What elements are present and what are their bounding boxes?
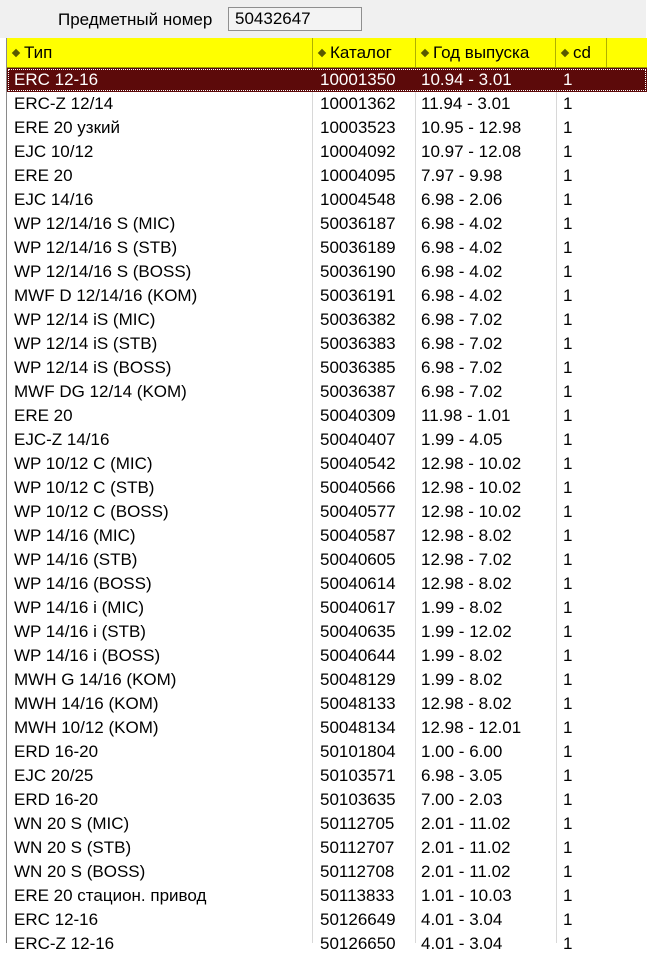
sort-marker-icon: [318, 48, 326, 56]
cell-cd: 1: [563, 934, 573, 953]
cell-catalog: 50040407: [320, 430, 396, 449]
column-header-label: Год выпуска: [433, 43, 530, 62]
cell-catalog: 50112708: [320, 862, 395, 881]
table-row[interactable]: [7, 788, 647, 812]
table-row[interactable]: [7, 212, 647, 236]
cell-catalog: 10003523: [320, 118, 396, 137]
cell-year: 6.98 - 2.06: [421, 190, 503, 209]
table-row[interactable]: [7, 188, 647, 212]
cell-catalog: 10004095: [320, 166, 396, 185]
cell-type: WP 12/14 iS (BOSS): [14, 358, 172, 377]
cell-year: 1.99 - 8.02: [421, 598, 503, 617]
table-row[interactable]: [7, 860, 647, 884]
cell-cd: 1: [563, 574, 573, 593]
cell-type: WP 14/16 (BOSS): [14, 574, 152, 593]
cell-type: EJC 20/25: [14, 766, 94, 785]
cell-year: 12.98 - 10.02: [421, 454, 522, 473]
cell-year: 1.99 - 4.05: [421, 430, 503, 449]
cell-catalog: 50040635: [320, 622, 396, 641]
sort-marker-icon: [421, 48, 429, 56]
table-body: [7, 68, 647, 956]
cell-cd: 1: [563, 406, 573, 425]
table-row[interactable]: [7, 260, 647, 284]
table-header: [7, 38, 647, 68]
cell-cd: 1: [563, 742, 573, 761]
table-row[interactable]: [7, 236, 647, 260]
cell-year: 6.98 - 3.05: [421, 766, 503, 785]
sort-marker-icon: [561, 48, 569, 56]
cell-cd: 1: [563, 598, 573, 617]
cell-cd: 1: [563, 622, 573, 641]
cell-type: MWH G 14/16 (KOM): [14, 670, 177, 689]
cell-cd: 1: [563, 502, 573, 521]
cell-year: 4.01 - 3.04: [421, 934, 503, 953]
cell-catalog: 50036382: [320, 310, 396, 329]
table-row[interactable]: [7, 356, 647, 380]
cell-catalog: 50048133: [320, 694, 396, 713]
cell-year: 6.98 - 4.02: [421, 286, 503, 305]
cell-catalog: 50112707: [320, 838, 395, 857]
table-row[interactable]: [7, 692, 647, 716]
cell-cd: 1: [563, 70, 573, 89]
cell-year: 11.98 - 1.01: [421, 406, 511, 425]
cell-type: EJC-Z 14/16: [14, 430, 110, 449]
cell-type: WN 20 S (STB): [14, 838, 132, 857]
cell-catalog: 10001362: [320, 94, 396, 113]
cell-type: WP 14/16 i (STB): [14, 622, 146, 641]
cell-cd: 1: [563, 886, 573, 905]
table-row[interactable]: [7, 668, 647, 692]
sort-marker-icon: [12, 48, 20, 56]
table-row[interactable]: [7, 428, 647, 452]
cell-cd: 1: [563, 238, 573, 257]
table-row[interactable]: [7, 116, 647, 140]
cell-catalog: 50126650: [320, 934, 396, 953]
cell-year: 6.98 - 4.02: [421, 214, 503, 233]
cell-catalog: 50103635: [320, 790, 396, 809]
cell-year: 12.98 - 10.02: [421, 502, 522, 521]
table-row[interactable]: [7, 644, 647, 668]
cell-type: EJC 10/12: [14, 142, 94, 161]
cell-type: WP 14/16 i (BOSS): [14, 646, 161, 665]
column-header-label: Тип: [24, 43, 53, 62]
table-row[interactable]: [7, 476, 647, 500]
cell-cd: 1: [563, 430, 573, 449]
table-row[interactable]: [7, 140, 647, 164]
cell-catalog: 50036383: [320, 334, 396, 353]
cell-catalog: 50040309: [320, 406, 396, 425]
cell-year: 6.98 - 4.02: [421, 262, 503, 281]
cell-type: WP 10/12 C (STB): [14, 478, 155, 497]
cell-catalog: 50036190: [320, 262, 396, 281]
cell-type: ERD 16-20: [14, 790, 99, 809]
cell-cd: 1: [563, 454, 573, 473]
cell-type: WP 14/16 i (MIC): [14, 598, 145, 617]
cell-cd: 1: [563, 526, 573, 545]
cell-cd: 1: [563, 190, 573, 209]
table-row[interactable]: [7, 620, 647, 644]
table-row[interactable]: [7, 380, 647, 404]
cell-type: ERE 20 узкий: [14, 118, 121, 137]
cell-year: 7.00 - 2.03: [421, 790, 503, 809]
cell-catalog: 50048134: [320, 718, 396, 737]
cell-year: 6.98 - 7.02: [421, 382, 503, 401]
cell-year: 11.94 - 3.01: [421, 94, 511, 113]
cell-year: 12.98 - 7.02: [421, 550, 512, 569]
table-row[interactable]: [7, 92, 647, 116]
part-number-bar: [0, 0, 646, 38]
table-row[interactable]: [7, 500, 647, 524]
cell-cd: 1: [563, 262, 573, 281]
cell-cd: 1: [563, 862, 573, 881]
cell-year: 1.01 - 10.03: [421, 886, 512, 905]
cell-type: ERE 20: [14, 166, 73, 185]
cell-cd: 1: [563, 550, 573, 569]
table-row[interactable]: [7, 524, 647, 548]
cell-catalog: 50113833: [320, 886, 395, 905]
table-row[interactable]: [7, 932, 647, 956]
cell-catalog: 50040605: [320, 550, 396, 569]
cell-catalog: 50036191: [320, 286, 396, 305]
cell-year: 6.98 - 7.02: [421, 334, 503, 353]
part-number-label: Предметный номер: [58, 10, 213, 29]
column-header-label: Каталог: [330, 43, 392, 62]
cell-year: 1.99 - 8.02: [421, 646, 503, 665]
column-header-year[interactable]: [416, 38, 556, 67]
cell-year: 2.01 - 11.02: [421, 838, 511, 857]
cell-cd: 1: [563, 910, 573, 929]
cell-type: MWF D 12/14/16 (KOM): [14, 286, 198, 305]
cell-type: WP 14/16 (MIC): [14, 526, 136, 545]
table-row[interactable]: [7, 908, 647, 932]
cell-type: MWF DG 12/14 (KOM): [14, 382, 187, 401]
part-number-field[interactable]: 50432647: [228, 7, 362, 31]
cell-type: WP 10/12 C (MIC): [14, 454, 153, 473]
column-header-cd[interactable]: [556, 38, 607, 67]
cell-year: 2.01 - 11.02: [421, 862, 511, 881]
table-row[interactable]: [7, 452, 647, 476]
cell-type: ERD 16-20: [14, 742, 99, 761]
cell-catalog: 50048129: [320, 670, 396, 689]
table-row[interactable]: [7, 836, 647, 860]
cell-year: 12.98 - 12.01: [421, 718, 522, 737]
cell-type: WP 10/12 C (BOSS): [14, 502, 169, 521]
cell-cd: 1: [563, 766, 573, 785]
table-row[interactable]: [7, 740, 647, 764]
cell-year: 4.01 - 3.04: [421, 910, 503, 929]
cell-year: 1.99 - 12.02: [421, 622, 512, 641]
cell-type: MWH 14/16 (KOM): [14, 694, 159, 713]
table-row[interactable]: [7, 284, 647, 308]
cell-cd: 1: [563, 286, 573, 305]
cell-catalog: 50101804: [320, 742, 396, 761]
cell-cd: 1: [563, 118, 573, 137]
cell-year: 10.95 - 12.98: [421, 118, 522, 137]
cell-type: ERC 12-16: [14, 70, 99, 89]
cell-cd: 1: [563, 838, 573, 857]
table-row[interactable]: [7, 572, 647, 596]
cell-catalog: 10001350: [320, 70, 396, 89]
table-row[interactable]: [7, 308, 647, 332]
cell-year: 12.98 - 8.02: [421, 526, 512, 545]
cell-cd: 1: [563, 478, 573, 497]
cell-type: WP 12/14 iS (MIC): [14, 310, 156, 329]
cell-type: WP 12/14/16 S (STB): [14, 238, 178, 257]
cell-type: EJC 14/16: [14, 190, 94, 209]
cell-catalog: 50040566: [320, 478, 396, 497]
table-row[interactable]: [7, 596, 647, 620]
cell-cd: 1: [563, 166, 573, 185]
table-row[interactable]: [7, 332, 647, 356]
cell-year: 10.97 - 12.08: [421, 142, 522, 161]
cell-year: 10.94 - 3.01: [421, 70, 512, 89]
table-row[interactable]: [7, 764, 647, 788]
cell-catalog: 10004548: [320, 190, 396, 209]
cell-type: ERC-Z 12-16: [14, 934, 115, 953]
cell-year: 7.97 - 9.98: [421, 166, 503, 185]
cell-type: WN 20 S (MIC): [14, 814, 130, 833]
cell-catalog: 50112705: [320, 814, 395, 833]
cell-catalog: 50036385: [320, 358, 396, 377]
cell-type: WP 14/16 (STB): [14, 550, 138, 569]
cell-type: WN 20 S (BOSS): [14, 862, 146, 881]
cell-catalog: 50040617: [320, 598, 396, 617]
table-row[interactable]: [7, 404, 647, 428]
cell-cd: 1: [563, 382, 573, 401]
cell-cd: 1: [563, 790, 573, 809]
cell-year: 12.98 - 10.02: [421, 478, 522, 497]
cell-type: ERC-Z 12/14: [14, 94, 114, 113]
cell-catalog: 50040542: [320, 454, 396, 473]
column-header-label: cd: [573, 43, 591, 62]
cell-type: ERE 20: [14, 406, 73, 425]
cell-catalog: 50040614: [320, 574, 396, 593]
cell-catalog: 50040587: [320, 526, 396, 545]
cell-year: 1.99 - 8.02: [421, 670, 503, 689]
cell-cd: 1: [563, 718, 573, 737]
cell-type: MWH 10/12 (KOM): [14, 718, 159, 737]
column-header-catalog[interactable]: [313, 38, 416, 67]
cell-catalog: 10004092: [320, 142, 396, 161]
cell-cd: 1: [563, 670, 573, 689]
cell-catalog: 50036187: [320, 214, 396, 233]
cell-type: WP 12/14 iS (STB): [14, 334, 158, 353]
cell-catalog: 50103571: [320, 766, 396, 785]
cell-catalog: 50036189: [320, 238, 396, 257]
cell-catalog: 50040577: [320, 502, 396, 521]
cell-catalog: 50126649: [320, 910, 396, 929]
cell-year: 12.98 - 8.02: [421, 694, 512, 713]
table-row[interactable]: [7, 548, 647, 572]
table-row[interactable]: [7, 884, 647, 908]
table-row[interactable]: [7, 716, 647, 740]
cell-year: 1.00 - 6.00: [421, 742, 503, 761]
cell-year: 6.98 - 4.02: [421, 238, 503, 257]
cell-year: 6.98 - 7.02: [421, 358, 503, 377]
column-header-type[interactable]: [7, 38, 313, 67]
cell-cd: 1: [563, 214, 573, 233]
cell-cd: 1: [563, 358, 573, 377]
table-row[interactable]: [7, 164, 647, 188]
cell-cd: 1: [563, 646, 573, 665]
cell-year: 2.01 - 11.02: [421, 814, 511, 833]
cell-catalog: 50040644: [320, 646, 396, 665]
cell-catalog: 50036387: [320, 382, 396, 401]
cell-type: WP 12/14/16 S (MIC): [14, 214, 176, 233]
cell-cd: 1: [563, 94, 573, 113]
cell-year: 12.98 - 8.02: [421, 574, 512, 593]
results-table: [6, 38, 647, 953]
cell-type: ERC 12-16: [14, 910, 99, 929]
cell-year: 6.98 - 7.02: [421, 310, 503, 329]
cell-cd: 1: [563, 814, 573, 833]
cell-cd: 1: [563, 334, 573, 353]
cell-cd: 1: [563, 142, 573, 161]
cell-cd: 1: [563, 310, 573, 329]
table-row[interactable]: [7, 812, 647, 836]
cell-type: ERE 20 стацион. привод: [14, 886, 207, 905]
table-row[interactable]: [7, 68, 647, 92]
cell-type: WP 12/14/16 S (BOSS): [14, 262, 192, 281]
cell-cd: 1: [563, 694, 573, 713]
